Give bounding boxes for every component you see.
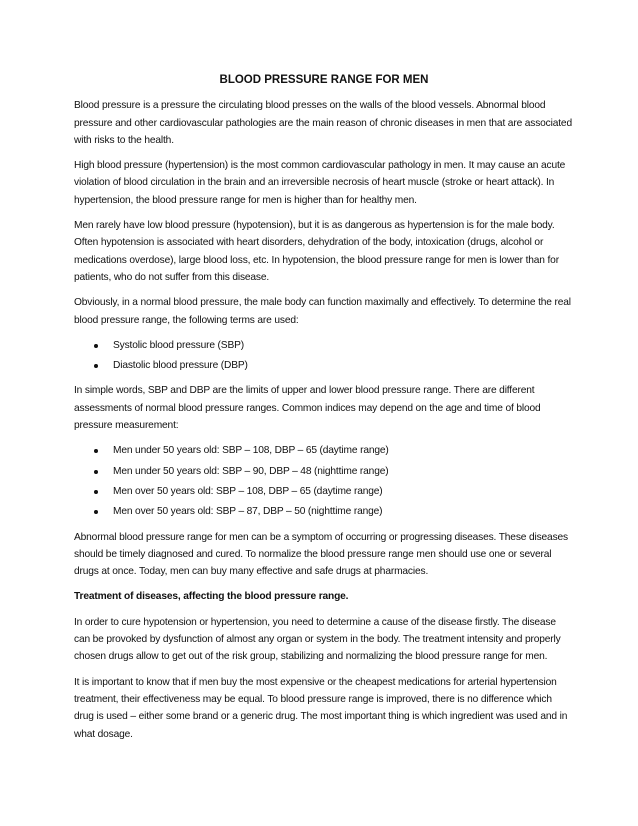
list-item: Men under 50 years old: SBP – 90, DBP – 48 (nighttime range) — [74, 463, 574, 480]
list-item: Men over 50 years old: SBP – 108, DBP – 65 (daytime range) — [74, 483, 574, 500]
terms-list — [74, 337, 574, 375]
paragraph-hypertension: High blood pressure (hypertension) is the most common cardiovascular pathology in men. It may cause an acute violation of blood circulation in the brain and an irreversible necrosis of heart muscle (stroke or heart attack). In hypertension, the blood pressure range for men is higher than for healthy men. — [74, 160, 566, 206]
paragraph-intro: Blood pressure is a pressure the circulating blood presses on the walls of the blood vessels. Abnormal blood pressure and other cardiovascular pathologies are the main reason of chronic diseases in men that are associated with risks to the health. — [74, 100, 572, 146]
paragraph-ranges-intro: In simple words, SBP and DBP are the limits of upper and lower blood pressure range. There are different assessments of normal blood pressure ranges. Common indices may depend on the age and time of blood pressure measurement: — [74, 385, 541, 432]
list-item: Diastolic blood pressure (DBP) — [74, 357, 574, 374]
section-heading-treatment: Treatment of diseases, affecting the blood pressure range. — [74, 591, 349, 603]
paragraph-abnormal: Abnormal blood pressure range for men can be a symptom of occurring or progressing diseases. These diseases should be timely diagnosed and cured. To normalize the blood pressure range men should use one or several drugs at once. Today, men can buy many effective and safe drugs at pharmacies. — [74, 531, 568, 578]
list-item: Men under 50 years old: SBP – 108, DBP – 65 (daytime range) — [74, 442, 574, 459]
paragraph-terms-intro: Obviously, in a normal blood pressure, the male body can function maximally and effectively. To determine the real blood pressure range, the following terms are used: — [74, 297, 571, 326]
list-item: Systolic blood pressure (SBP) — [74, 337, 574, 354]
paragraph-hypotension: Men rarely have low blood pressure (hypotension), but it is as dangerous as hypertension is for the male body. Often hypotension is associated with heart disorders, dehydration of the body, intoxication (drugs, alcohol or medications overdose), large blood loss, etc. In hypotension, the blood pressure range for men is lower than for patients, who do not suffer from this disease. — [74, 220, 559, 283]
paragraph-medications: It is important to know that if men buy the most expensive or the cheapest medications for arterial hypertension treatment, their effectiveness may be equal. To blood pressure range is improved, there is no difference which drug is used – either some brand or a generic drug. The most important thing is which ingredient was used and in what dosage. — [74, 676, 568, 740]
ranges-list — [74, 442, 574, 520]
list-item: Men over 50 years old: SBP – 87, DBP – 50 (nighttime range) — [74, 503, 574, 520]
document-page — [74, 72, 574, 751]
document-title: BLOOD PRESSURE RANGE FOR MEN — [219, 74, 429, 86]
paragraph-treatment: In order to cure hypotension or hypertension, you need to determine a cause of the disease firstly. The disease can be provoked by dysfunction of almost any organ or system in the body. The treatment intensity and properly chosen drugs allow to get out of the risk group, stabilizing and normalizing the blood pressure range for men. — [74, 616, 561, 663]
